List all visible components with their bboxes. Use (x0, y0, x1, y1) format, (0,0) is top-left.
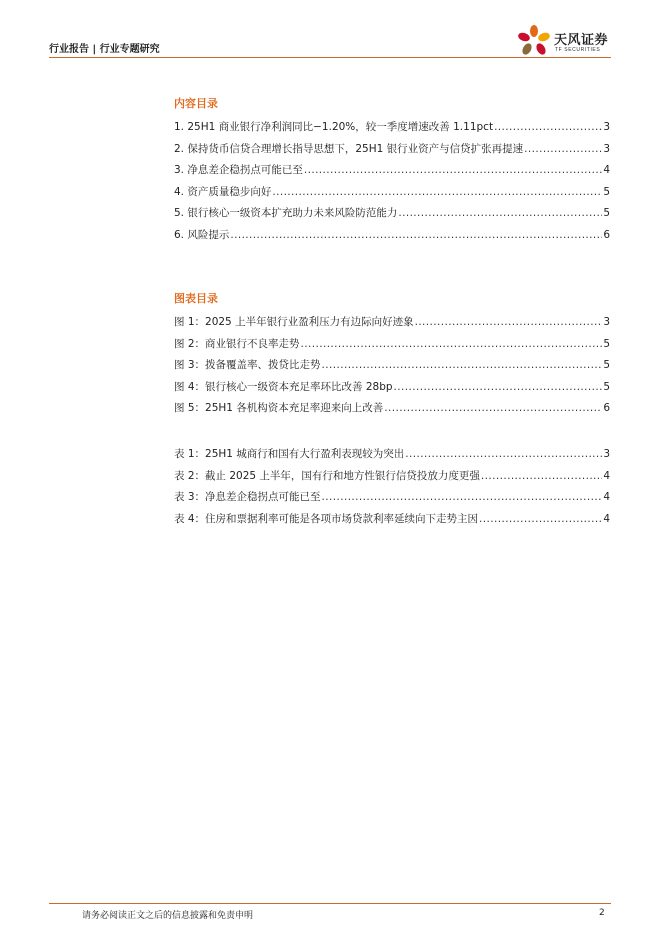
tables-section (174, 444, 610, 530)
contents-list (174, 117, 610, 247)
figure-entry-text: 图 4：银行核心一级资本充足率环比改善 28bp (174, 380, 393, 393)
dot-leader (398, 203, 602, 225)
dot-leader (322, 487, 603, 509)
figure-entry[interactable] (174, 334, 610, 356)
header-divider (49, 57, 611, 58)
table-entry[interactable] (174, 509, 610, 531)
figure-entry-page: 3 (603, 316, 610, 328)
figure-entry-page: 5 (603, 380, 610, 393)
figures-title: 图表目录 (174, 292, 218, 305)
toc-entry-text: 1. 25H1 商业银行净利润同比−1.20%，较一季度增速改善 1.11pct (174, 121, 494, 133)
logo-name-cn: 天风证券 (554, 33, 609, 48)
dot-leader (394, 377, 603, 399)
figure-entry-text: 图 5：25H1 各机构资本充足率迎来向上改善 (174, 402, 384, 415)
toc-entry[interactable] (174, 225, 610, 247)
toc-entry[interactable] (174, 182, 610, 204)
logo-name-en: TF SECURITIES (555, 47, 601, 53)
dot-leader (524, 139, 602, 161)
dot-leader (405, 444, 602, 466)
company-logo (516, 24, 616, 58)
toc-entry-page: 5 (603, 185, 610, 198)
figure-entry-text: 图 2：商业银行不良率走势 (174, 337, 300, 350)
figures-section (174, 291, 610, 420)
dot-leader (415, 312, 603, 334)
table-entry[interactable] (174, 487, 610, 509)
toc-entry-page: 3 (603, 121, 610, 133)
table-entry-page: 4 (603, 469, 610, 482)
figures-list (174, 312, 610, 420)
table-entry-page: 4 (603, 512, 610, 525)
figure-entry[interactable] (174, 377, 610, 399)
toc-entry-text: 2. 保持货币信贷合理增长指导思想下，25H1 银行业资产与信贷扩张再提速 (174, 142, 524, 155)
dot-leader (230, 225, 602, 247)
figure-entry-text: 图 1：2025 上半年银行业盈利压力有边际向好迹象 (174, 316, 414, 328)
report-type-label: 行业报告 | 行业专题研究 (49, 44, 160, 55)
contents-title: 内容目录 (174, 97, 218, 110)
dot-leader (479, 509, 602, 531)
table-entry-text: 表 3：净息差企稳拐点可能已至 (174, 491, 321, 504)
figure-entry-text: 图 3：拨备覆盖率、拨贷比走势 (174, 359, 321, 372)
toc-entry[interactable] (174, 117, 610, 139)
toc-entry-text: 3. 净息差企稳拐点可能已至 (174, 164, 303, 177)
table-entry-page: 3 (603, 448, 610, 460)
dot-leader (384, 398, 602, 420)
figure-entry-page: 6 (603, 402, 610, 415)
toc-entry-page: 3 (603, 142, 610, 155)
dot-leader (304, 160, 602, 182)
figure-entry[interactable] (174, 312, 610, 334)
dot-leader (481, 466, 602, 488)
figure-entry[interactable] (174, 398, 610, 420)
figure-entry[interactable] (174, 355, 610, 377)
toc-entry-page: 4 (603, 164, 610, 177)
page-number: 2 (599, 908, 605, 918)
dot-leader (272, 182, 602, 204)
toc-entry[interactable] (174, 160, 610, 182)
contents-section (174, 96, 610, 247)
toc-entry-text: 4. 资产质量稳步向好 (174, 185, 272, 198)
table-entry-text: 表 1：25H1 城商行和国有大行盈利表现较为突出 (174, 448, 405, 460)
dot-leader (301, 334, 603, 356)
tables-list (174, 444, 610, 530)
dot-leader (494, 117, 602, 139)
figure-entry-page: 5 (603, 337, 610, 350)
toc-entry-text: 5. 银行核心一级资本扩充助力未来风险防范能力 (174, 207, 398, 220)
toc-entry-text: 6. 风险提示 (174, 228, 230, 241)
table-entry-page: 4 (603, 491, 610, 504)
flower-logo-icon (516, 24, 552, 58)
table-entry[interactable] (174, 444, 610, 466)
table-entry-text: 表 4：住房和票据利率可能是各项市场贷款利率延续向下走势主因 (174, 512, 479, 525)
disclaimer-text: 请务必阅读正文之后的信息披露和免责申明 (82, 911, 254, 921)
toc-entry-page: 5 (603, 207, 610, 220)
footer-divider (49, 903, 611, 904)
table-entry[interactable] (174, 466, 610, 488)
figure-entry-page: 5 (603, 359, 610, 372)
toc-entry[interactable] (174, 203, 610, 225)
toc-entry[interactable] (174, 139, 610, 161)
table-entry-text: 表 2：截止 2025 上半年，国有行和地方性银行信贷投放力度更强 (174, 469, 480, 482)
dot-leader (322, 355, 603, 377)
toc-entry-page: 6 (603, 228, 610, 241)
